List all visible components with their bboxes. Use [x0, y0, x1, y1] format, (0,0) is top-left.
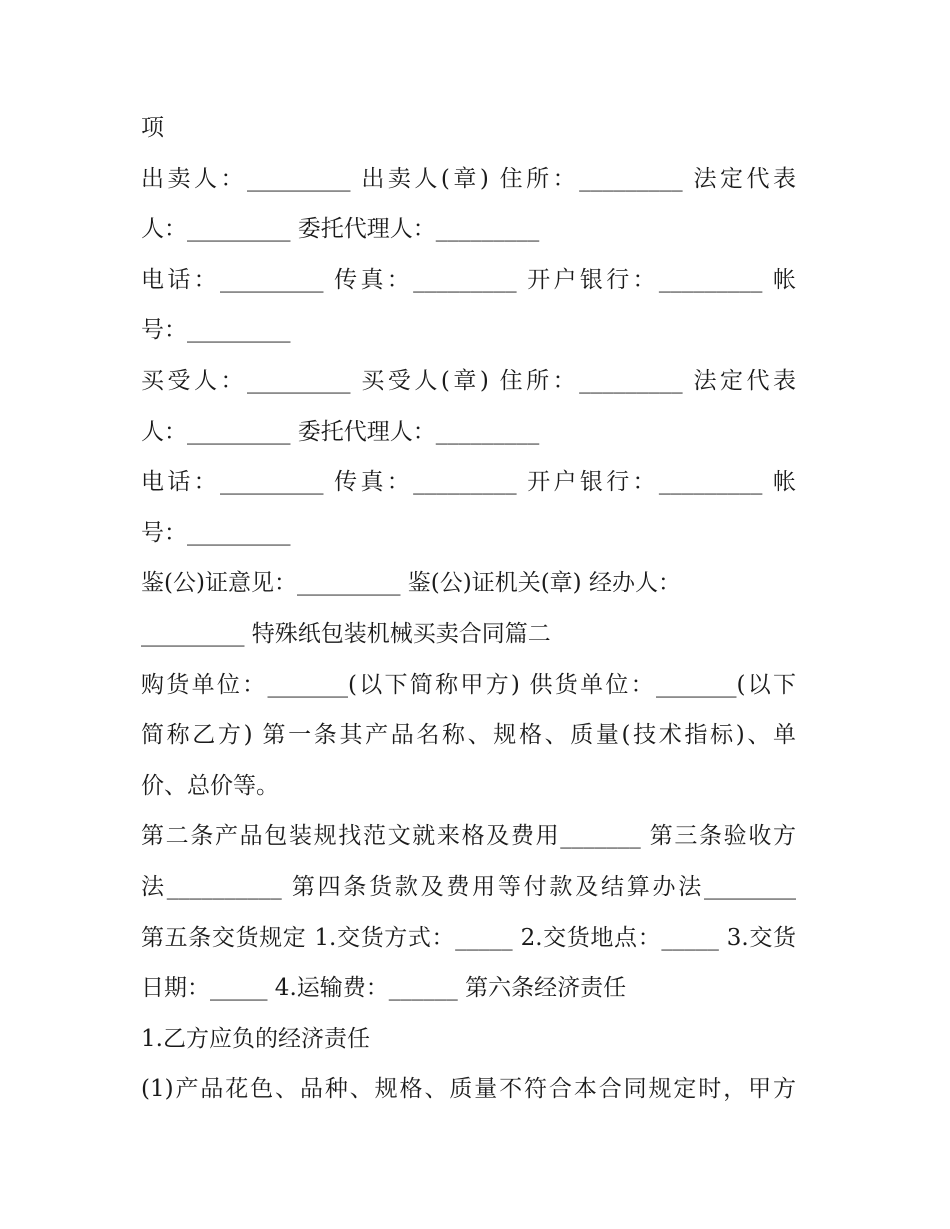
text-line-19: 1.乙方应负的经济责任 [141, 1025, 370, 1052]
text-line-13: 简称乙方) 第一条其产品名称、规格、质量(技术指标)、单 [141, 722, 796, 749]
text-line-9: 号：_________ [141, 519, 291, 546]
text-line-2: 出卖人：_________ 出卖人(章) 住所：_________ 法定代表 [141, 165, 796, 192]
text-line-8: 电话：_________ 传真：_________ 开户银行：_________ 帐 [141, 469, 796, 496]
text-line-5: 号：_________ [141, 317, 291, 344]
text-line-12: 购货单位：_______(以下简称甲方) 供货单位：_______(以下 [141, 671, 796, 698]
text-line-17: 第五条交货规定 1.交货方式：_____ 2.交货地点：_____ 3.交货 [141, 924, 796, 951]
text-line-6: 买受人：_________ 买受人(章) 住所：_________ 法定代表 [141, 367, 796, 394]
text-line-20: (1)产品花色、品种、规格、质量不符合本合同规定时，甲方 [141, 1076, 796, 1103]
text-line-16: 法__________ 第四条货款及费用等付款及结算办法________ [141, 873, 796, 900]
text-line-15: 第二条产品包装规找范文就来格及费用_______ 第三条验收方 [141, 823, 796, 850]
text-line-3: 人：_________ 委托代理人：_________ [141, 216, 540, 243]
text-line-1: 项 [141, 115, 164, 141]
text-line-7: 人：_________ 委托代理人：_________ [141, 418, 540, 445]
text-line-18: 日期：_____ 4.运输费：______ 第六条经济责任 [141, 975, 627, 1002]
text-line-11: _________ 特殊纸包装机械买卖合同篇二 [141, 620, 551, 647]
text-line-10: 鉴(公)证意见：_________ 鉴(公)证机关(章) 经办人： [141, 570, 681, 597]
document-body [141, 103, 806, 1115]
text-line-14: 价、总价等。 [141, 772, 279, 799]
text-line-4: 电话：_________ 传真：_________ 开户银行：_________ 帐 [141, 266, 796, 293]
